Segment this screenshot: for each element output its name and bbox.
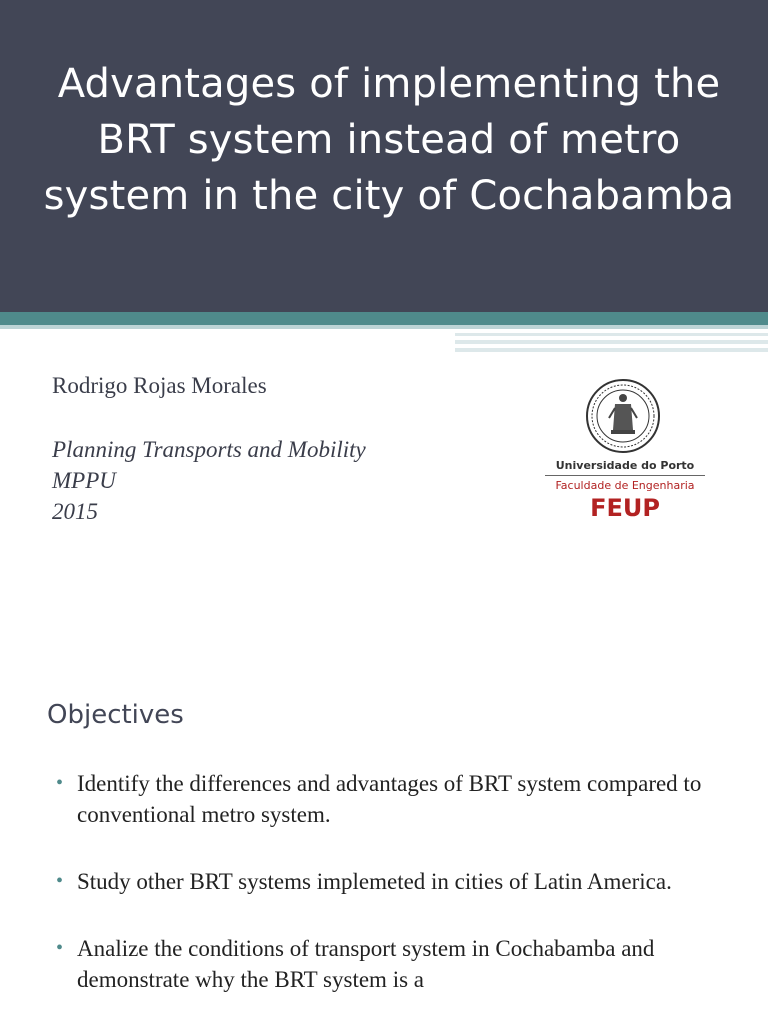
title-stripe-pale-2 (455, 340, 768, 344)
list-item (56, 768, 736, 830)
university-logo (540, 378, 710, 528)
slide-heading: Objectives (47, 700, 184, 730)
author-name: Rodrigo Rojas Morales (52, 373, 267, 398)
slide-title: Advantages of implementing the BRT system instead of metro system in the city of Cochabamba (43, 61, 735, 219)
bullet-icon: • (56, 772, 64, 794)
bullet-icon: • (56, 937, 64, 959)
list-item-text: Study other BRT systems implemeted in cities of Latin America. (77, 869, 672, 894)
objectives-list (56, 768, 736, 1024)
university-name: Universidade do Porto (555, 459, 695, 472)
course-info (52, 434, 366, 527)
university-seal-icon (585, 378, 661, 454)
list-item-text: Analize the conditions of transport system in Cochabamba and demonstrate why the BRT system is a (77, 936, 655, 992)
course-line: 2015 (52, 499, 98, 524)
faculty-name: Faculdade de Engenharia (555, 479, 695, 492)
title-stripe-pale-1 (455, 333, 768, 336)
title-band (0, 0, 768, 312)
course-line: Planning Transports and Mobility (52, 437, 366, 462)
list-item (56, 933, 736, 995)
logo-divider (545, 475, 705, 476)
title-stripe-pale-3 (455, 348, 768, 352)
bullet-icon: • (56, 870, 64, 892)
title-stripe-teal (0, 312, 768, 325)
list-item (56, 866, 736, 897)
title-stripe-light (0, 325, 768, 329)
course-line: MPPU (52, 468, 116, 493)
faculty-acronym: FEUP (590, 494, 660, 522)
objectives-slide (0, 576, 768, 1024)
list-item-text: Identify the differences and advantages of BRT system compared to conventional metro system. (77, 771, 702, 827)
